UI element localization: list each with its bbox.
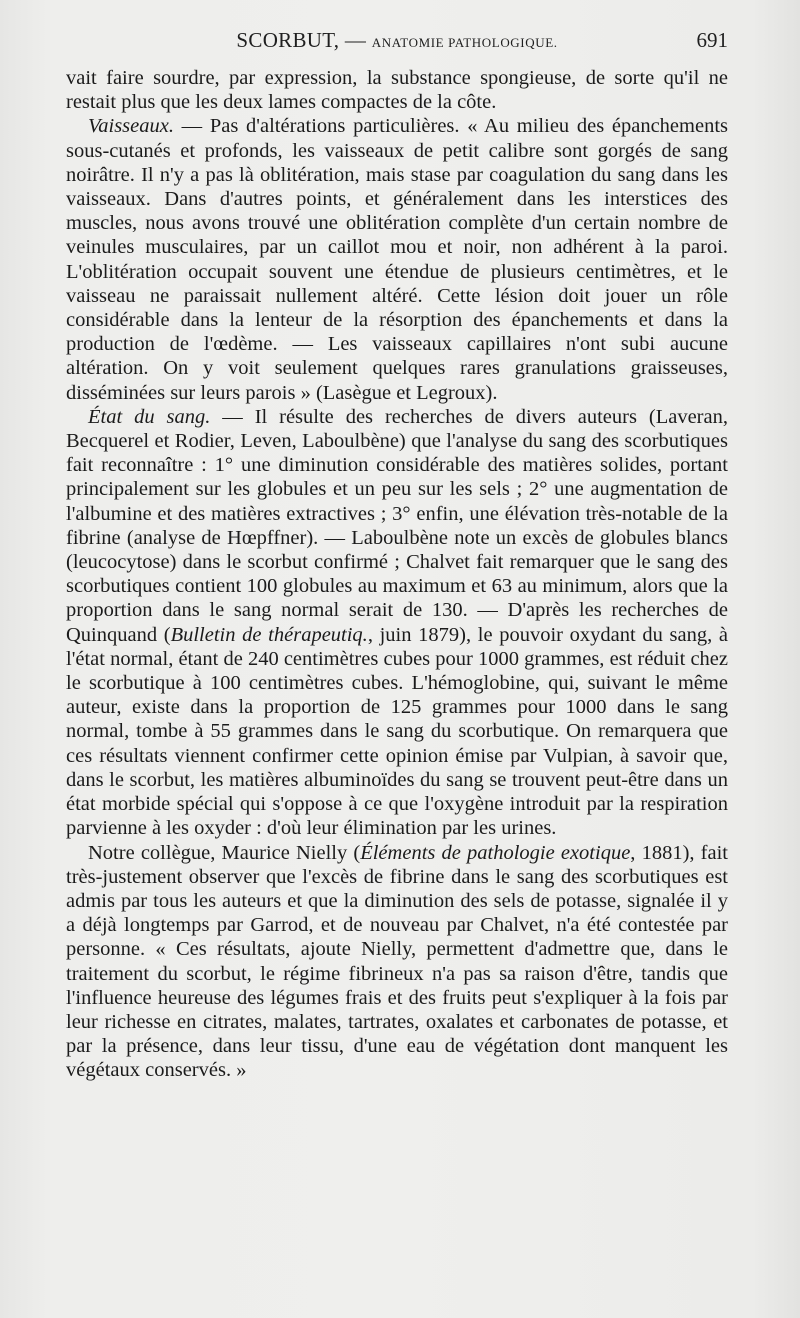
- paragraph-text: — Pas d'altérations particulières. « Au milieu des épanchements sous-cutanés et profonds, les vaisseaux de petit calibre sont gorgés de sang noirâtre. Il n'y a pas là oblitération, mais stase par coagulation du sang dans les vaisseaux. Dans d'autres points, et généralement dans les interstices des muscles, nous avons trouvé une oblitération complète d'un certain nombre de veinules musculaires, par un caillot mou et noir, non adhérent à la paroi. L'oblitération occupait souvent une étendue de plusieurs centimètres, et le vaisseau ne paraissait nullement altéré. Cette lésion doit jouer un rôle considérable dans la lenteur de la résorption des épanchements et dans la production de l'œdème. — Les vaisseaux capillaires n'ont subi aucune altération. On y voit seulement quelques rares granulations graisseuses, disséminées sur leurs parois » (Lasègue et Legroux).: [66, 115, 728, 404]
- paragraph-continuation: [66, 66, 728, 114]
- running-title: [66, 28, 728, 53]
- section-heading-etat-du-sang: État du sang.: [88, 405, 211, 428]
- paragraph-text: , 1881), fait très-justement observer que l'excès de fibrine dans le sang des scorbutiques est admis par tous les auteurs et que la diminution des sels de potasse, signalée il y a déjà longtemps par Garrod, et de nouveau par Chalvet, n'a été contestée par personne. « Ces résultats, ajoute Nielly, permettent d'admettre que, dans le traitement du scorbut, le régime fibrineux n'a pas sa raison d'être, tandis que l'influence heureuse des légumes frais et des fruits peut s'expliquer à la fois par leur richesse en citrates, malates, tartrates, oxalates et carbonates de potasse, et par la présence, dans leur tissu, d'une eau de végétation dont manquent les végétaux conservés. »: [66, 841, 728, 1082]
- paragraph-text: vait faire sourdre, par expression, la substance spongieuse, de sorte qu'il ne restait plus que les deux lames compactes de la côte.: [66, 67, 728, 114]
- paragraph-text: Notre collègue, Maurice Nielly (: [88, 841, 361, 864]
- body-text: [66, 66, 728, 1083]
- page-number: 691: [696, 28, 728, 52]
- citation-bulletin: Bulletin de thérapeutiq.: [170, 623, 368, 646]
- section-heading-vaisseaux: Vaisseaux.: [88, 115, 174, 138]
- paragraph-nielly: [66, 841, 728, 1083]
- paragraph-text: , juin 1879), le pouvoir oxydant du sang, à l'état normal, étant de 240 centimètres cubes pour 1000 grammes, est réduit chez le scorbutique à 100 centimètres cubes. L'hémoglobine, qui, suivant le même auteur, existe dans la proportion de 125 grammes pour 1000 dans le sang normal, tombe à 55 grammes dans le sang du scorbutique. On remarquera que ces résultats viennent confirmer cette opinion émise par Vulpian, à savoir que, dans le scorbut, les matières albuminoïdes du sang se trouvent peut-être dans un état morbide spécial qui s'oppose à ce que l'oxygène introduit par la respiration parvienne à les oxyder : d'où leur élimination par les urines.: [66, 623, 728, 840]
- citation-elements: Éléments de pathologie exotique: [360, 841, 631, 864]
- running-title-main: SCORBUT, —: [236, 28, 367, 52]
- paragraph-vaisseaux: [66, 114, 728, 404]
- paragraph-text: — Il résulte des recherches de divers auteurs (Laveran, Becquerel et Rodier, Leven, Laboulbène) que l'analyse du sang des scorbutiques fait reconnaître : 1° une diminution considérable des matières solides, portant principalement sur les globules et un peu sur les sels ; 2° une augmentation de l'albumine et des matières extractives ; 3° enfin, une élévation très-notable de la fibrine (analyse de Hœpffner). — Laboulbène note un excès de globules blancs (leucocytose) dans le scorbut confirmé ; Chalvet fait remarquer que le sang des scorbutiques contient 100 globules au maximum et 63 au minimum, alors que la proportion dans le sang normal serait de 130. — D'après les recherches de Quinquand (: [66, 405, 728, 646]
- running-title-sub: ANATOMIE PATHOLOGIQUE.: [371, 35, 558, 50]
- page-header: [66, 28, 728, 58]
- paragraph-etat-du-sang: [66, 405, 728, 841]
